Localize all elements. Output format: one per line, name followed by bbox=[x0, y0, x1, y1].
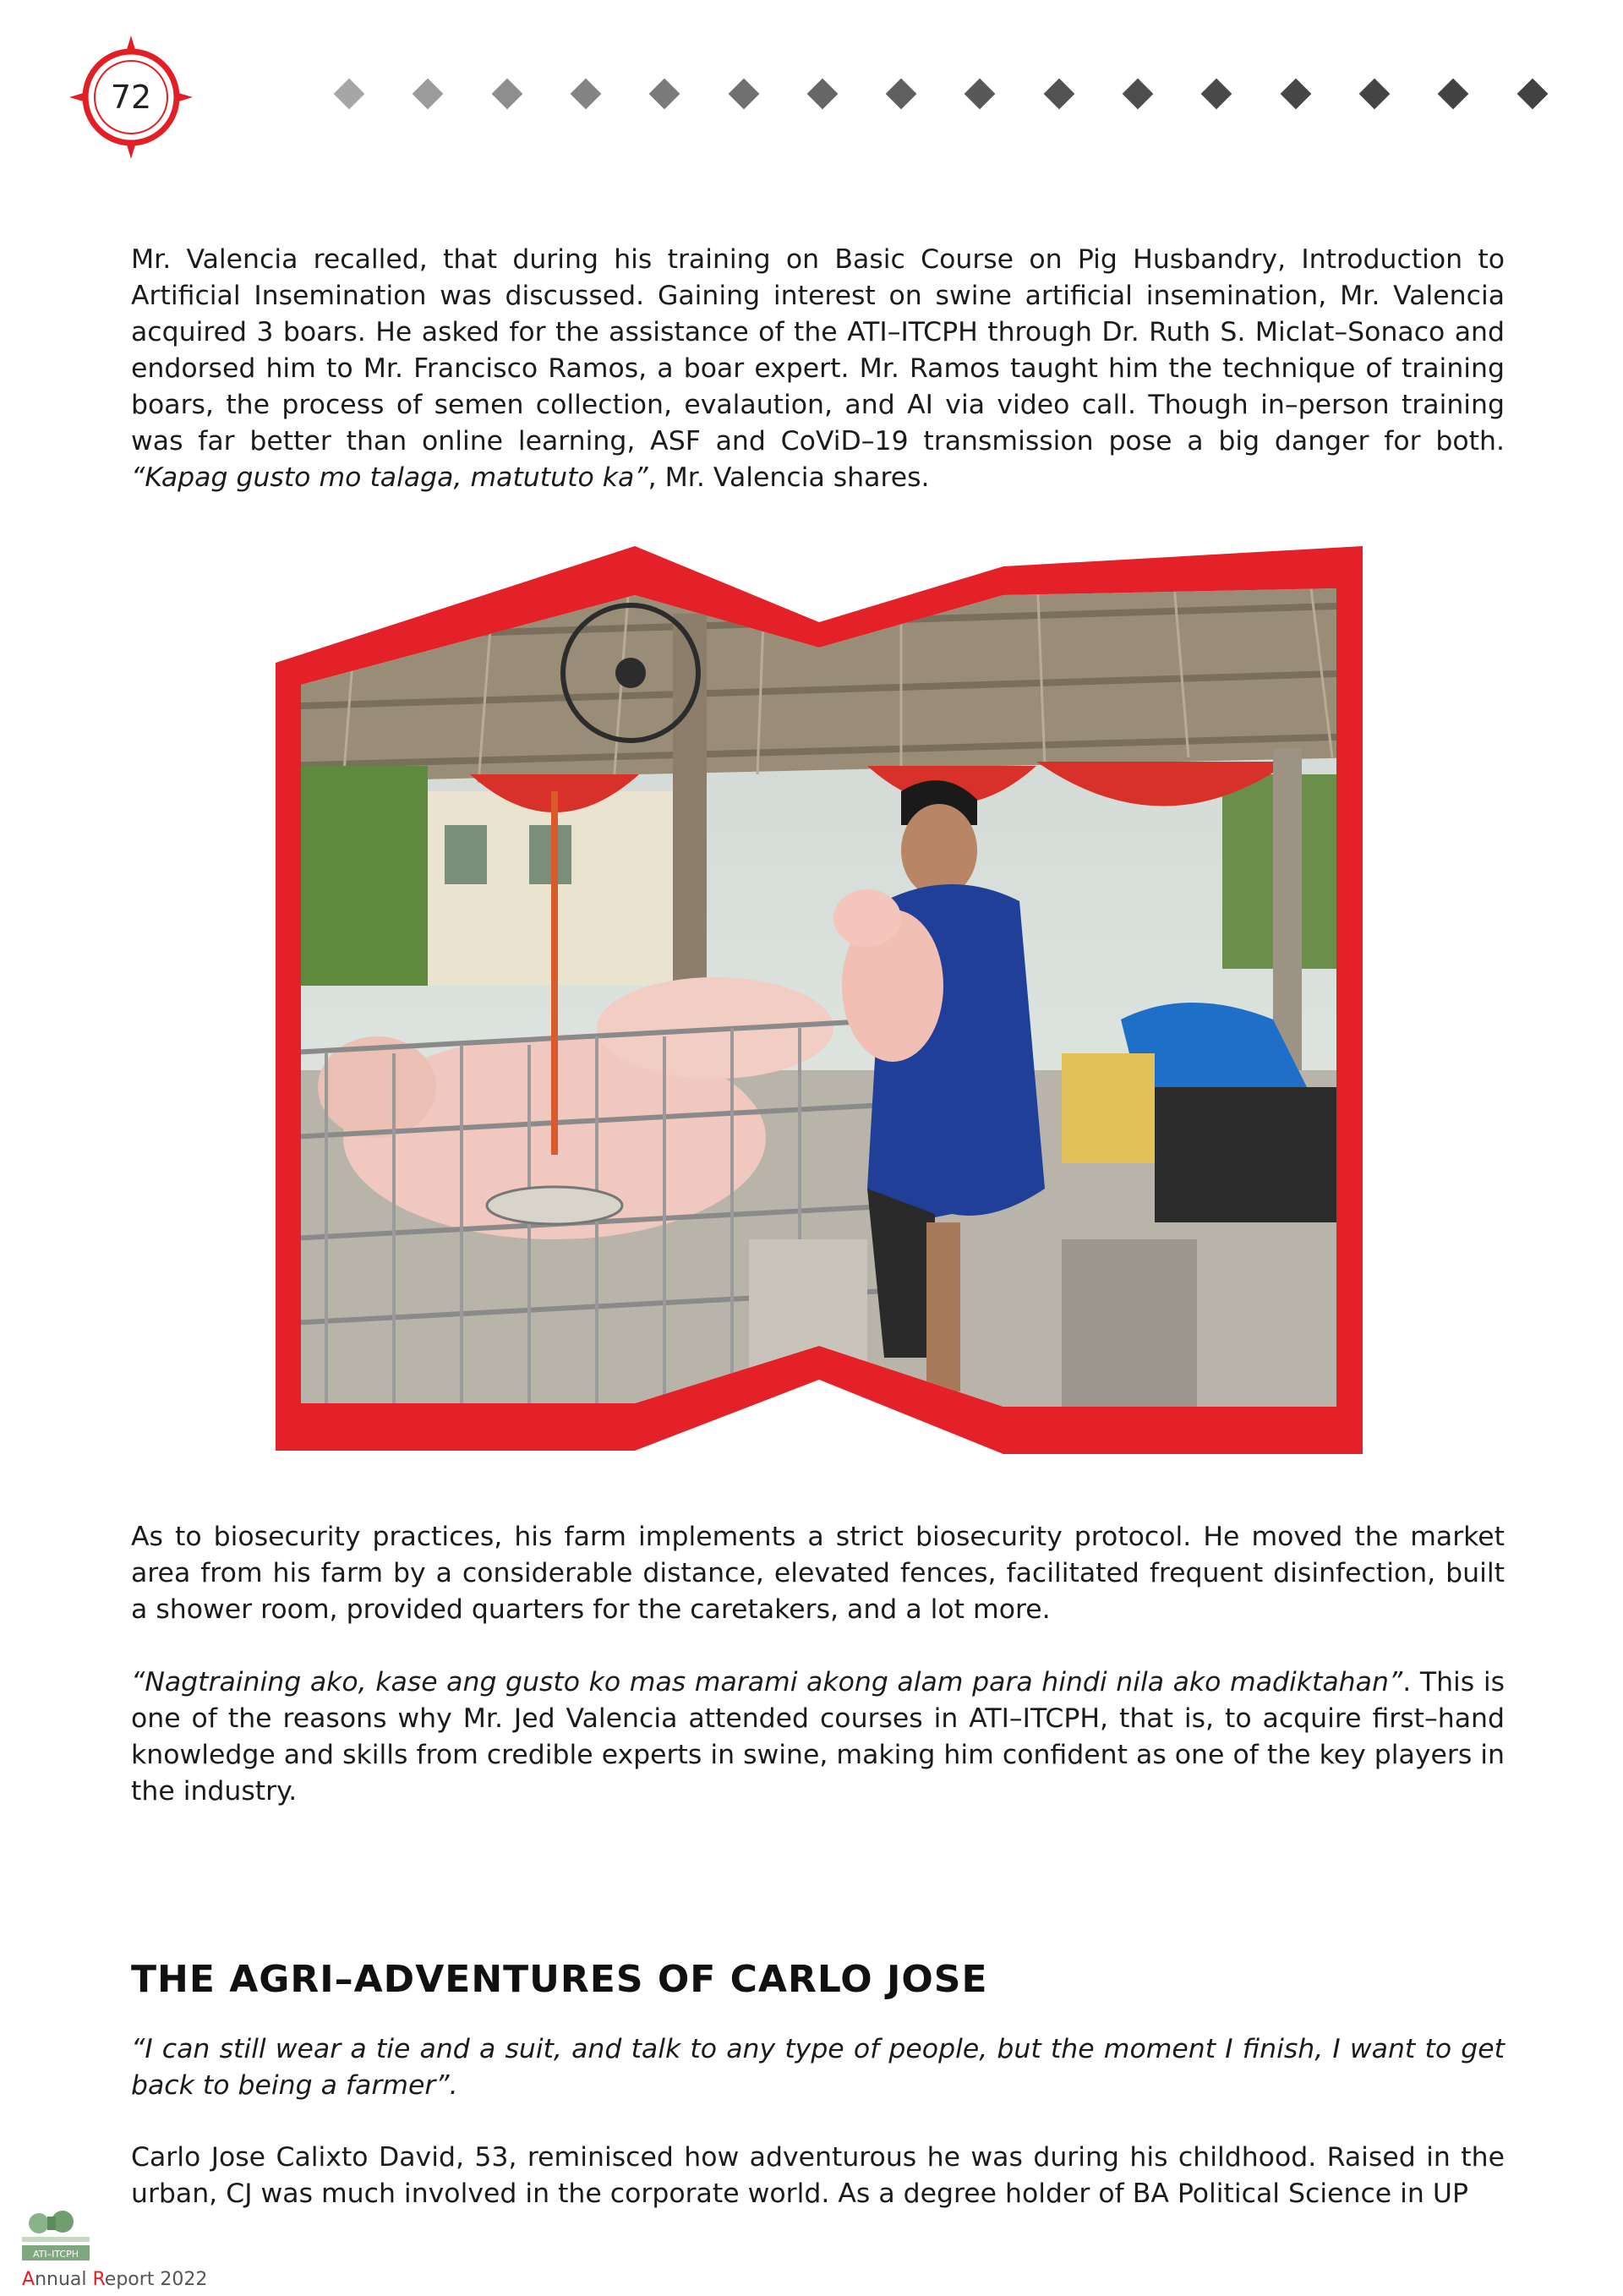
paragraph-carlo-quote-text: “I can still wear a tie and a suit, and talk to any type of people, but the moment I finish, I want to get back to being a farmer”. bbox=[131, 2034, 1505, 2101]
section-heading: THE AGRI–ADVENTURES OF CARLO JOSE bbox=[131, 1958, 988, 2001]
footer-word-report: eport 2022 bbox=[104, 2269, 208, 2290]
paragraph-training-quote: “Kapag gusto mo talaga, matututo ka” bbox=[131, 462, 648, 493]
feature-photo bbox=[276, 546, 1363, 1454]
diamond-icon bbox=[334, 79, 365, 110]
footer-logo bbox=[22, 2208, 90, 2260]
diamond-icon bbox=[1123, 79, 1154, 110]
diamond-icon bbox=[886, 79, 917, 110]
paragraph-carlo-quote bbox=[131, 2031, 1505, 2104]
footer-logo-label: ATI–ITCPH bbox=[32, 2249, 79, 2260]
footer-word-annual: nnual bbox=[35, 2269, 93, 2290]
diamond-icon bbox=[413, 79, 444, 110]
diamond-icon bbox=[1516, 79, 1548, 110]
footer-accent-r: R bbox=[92, 2269, 105, 2290]
paragraph-training bbox=[131, 242, 1505, 496]
footer-accent-a: A bbox=[22, 2269, 36, 2290]
diamond-icon bbox=[1043, 79, 1074, 110]
footer-report-label bbox=[22, 2269, 207, 2290]
paragraph-carlo-intro: Carlo Jose Calixto David, 53, reminisced how adventurous he was during his childhood. Raised in the urban, CJ was much involved in the corporate world. As a degree holder of BA Political Science in UP bbox=[131, 2142, 1505, 2209]
paragraph-training-text: Mr. Valencia recalled, that during his training on Basic Course on Pig Husbandry, Introduction to Artificial Insemination was discussed. Gaining interest on swine artificial insemination, Mr. Valencia acquired 3 boars. He asked for the assistance of the ATI–ITCPH through Dr. Ruth S. Miclat–Sonaco and endorsed him to Mr. Francisco Ramos, a boar expert. Mr. Ramos taught him the technique of training boars, the process of semen collection, evalaution, and AI via video call. Though in–person training was far better than online learning, ASF and CoViD–19 transmission pose a big danger for both. bbox=[131, 244, 1505, 456]
paragraph-training-tail: , Mr. Valencia shares. bbox=[648, 462, 930, 493]
diamond-icon bbox=[1359, 79, 1391, 110]
diamond-icon bbox=[491, 79, 522, 110]
diamond-icon bbox=[965, 79, 996, 110]
diamond-icon bbox=[728, 79, 759, 110]
paragraph-reasons-tail: . This is one of the reasons why Mr. Jed Valencia attended courses in ATI–ITCPH, that is, to acquire first–hand knowledge and skills from credible experts in swine, making him confident as one of the key players in the industry. bbox=[131, 1667, 1505, 1807]
diamond-icon bbox=[806, 79, 838, 110]
paragraph-reasons-quote: “Nagtraining ako, kase ang gusto ko mas marami akong alam para hindi nila ako madiktahan” bbox=[131, 1667, 1403, 1697]
diamond-icon bbox=[1280, 79, 1311, 110]
paragraph-biosecurity: As to biosecurity practices, his farm implements a strict biosecurity protocol. He moved the market area from his farm by a considerable distance, elevated fences, facilitated frequent disinfection, built a shower room, provided quarters for the caretakers, and a lot more. bbox=[131, 1522, 1505, 1625]
diamond-icon bbox=[1201, 79, 1232, 110]
page-number: 72 bbox=[110, 79, 152, 116]
diamond-icon bbox=[649, 79, 680, 110]
diamond-icon bbox=[1438, 79, 1469, 110]
decorative-diamond-row bbox=[338, 83, 1572, 117]
paragraph-reasons bbox=[131, 1665, 1505, 1810]
diamond-icon bbox=[571, 79, 602, 110]
